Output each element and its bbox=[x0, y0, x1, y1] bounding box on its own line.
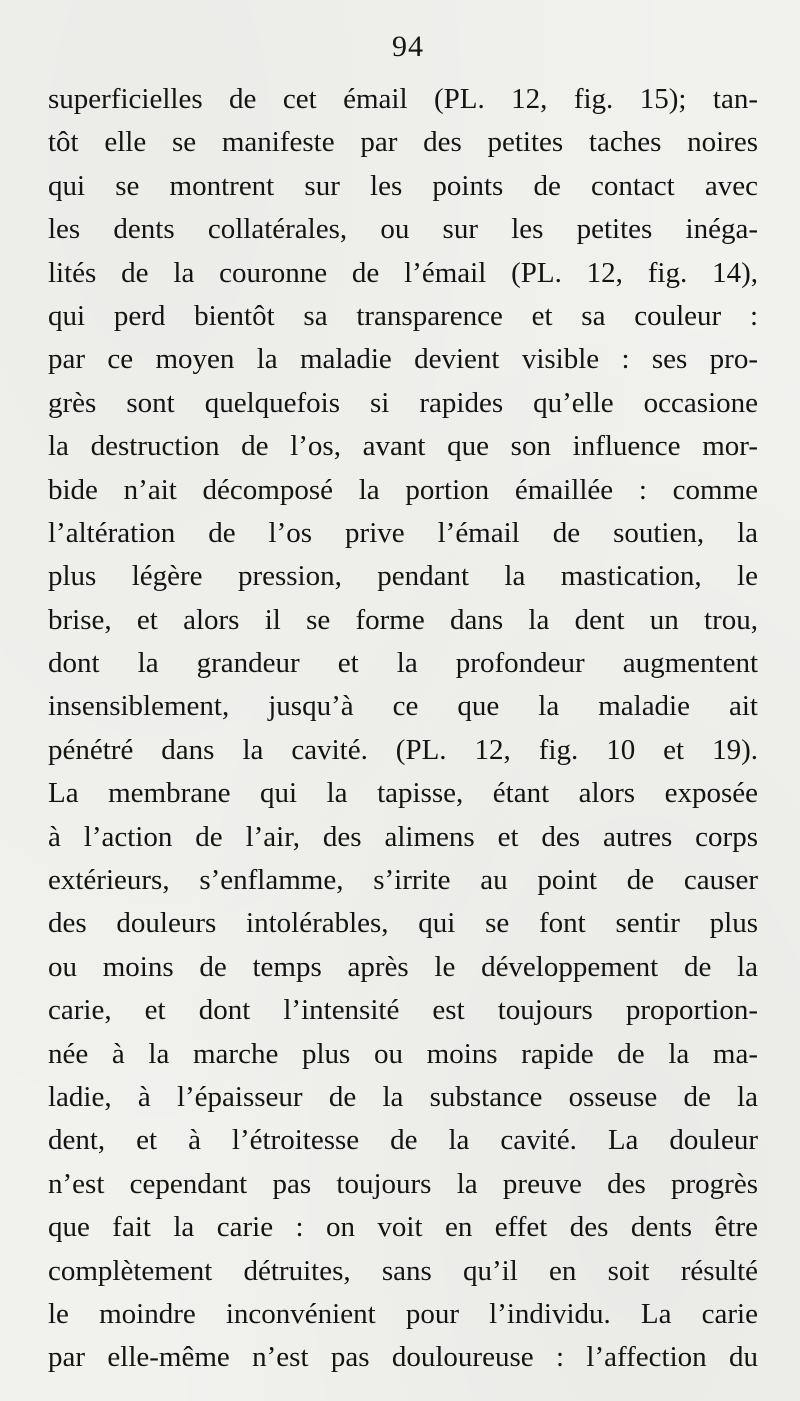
text-line: pénétré dans la cavité. (PL. 12, fig. 10 et 19). bbox=[48, 733, 758, 766]
text-line: grès sont quelquefois si rapides qu’elle occasione bbox=[48, 386, 758, 419]
text-line: que fait la carie : on voit en effet des dents être bbox=[48, 1211, 758, 1244]
text-line: ladie, à l’épaisseur de la substance osseuse de la bbox=[48, 1080, 758, 1113]
text-line: l’altération de l’os prive l’émail de soutien, la bbox=[48, 516, 758, 549]
text-line: dont la grandeur et la profondeur augmentent bbox=[48, 647, 758, 680]
text-line: plus légère pression, pendant la mastication, le bbox=[48, 560, 758, 593]
text-line: La membrane qui la tapisse, étant alors exposée bbox=[48, 777, 758, 810]
text-line: qui perd bientôt sa transparence et sa couleur : bbox=[48, 299, 758, 332]
text-line: extérieurs, s’enflamme, s’irrite au point de causer bbox=[48, 864, 758, 897]
text-line: insensiblement, jusqu’à ce que la maladie ait bbox=[48, 690, 758, 723]
text-line: dent, et à l’étroitesse de la cavité. La douleur bbox=[48, 1124, 758, 1157]
text-line: bide n’ait décomposé la portion émaillée : comme bbox=[48, 473, 758, 506]
text-line: lités de la couronne de l’émail (PL. 12, fig. 14), bbox=[48, 256, 758, 289]
text-line: tôt elle se manifeste par des petites taches noires bbox=[48, 126, 758, 159]
text-line: brise, et alors il se forme dans la dent un trou, bbox=[48, 603, 758, 636]
text-line: n’est cependant pas toujours la preuve des progrès bbox=[48, 1167, 758, 1200]
text-line: par ce moyen la maladie devient visible : ses pro- bbox=[48, 343, 758, 376]
text-line: par elle-même n’est pas douloureuse : l’affection du bbox=[48, 1341, 758, 1374]
text-line: ou moins de temps après le développement de la bbox=[48, 950, 758, 983]
text-line: complètement détruites, sans qu’il en soit résulté bbox=[48, 1254, 758, 1287]
text-line: à l’action de l’air, des alimens et des autres corps bbox=[48, 820, 758, 853]
text-line: qui se montrent sur les points de contact avec bbox=[48, 169, 758, 202]
text-line: carie, et dont l’intensité est toujours proportion- bbox=[48, 994, 758, 1027]
text-line: la destruction de l’os, avant que son influence mor- bbox=[48, 430, 758, 463]
text-line: des douleurs intolérables, qui se font sentir plus bbox=[48, 907, 758, 940]
body-text bbox=[48, 78, 758, 1380]
text-line: superficielles de cet émail (PL. 12, fig. 15); tan- bbox=[48, 83, 758, 115]
text-line: les dents collatérales, ou sur les petites inéga- bbox=[48, 213, 758, 246]
page-number: 94 bbox=[392, 30, 424, 63]
text-line: le moindre inconvénient pour l’individu. La carie bbox=[48, 1297, 758, 1330]
text-line: née à la marche plus ou moins rapide de la ma- bbox=[48, 1037, 758, 1070]
